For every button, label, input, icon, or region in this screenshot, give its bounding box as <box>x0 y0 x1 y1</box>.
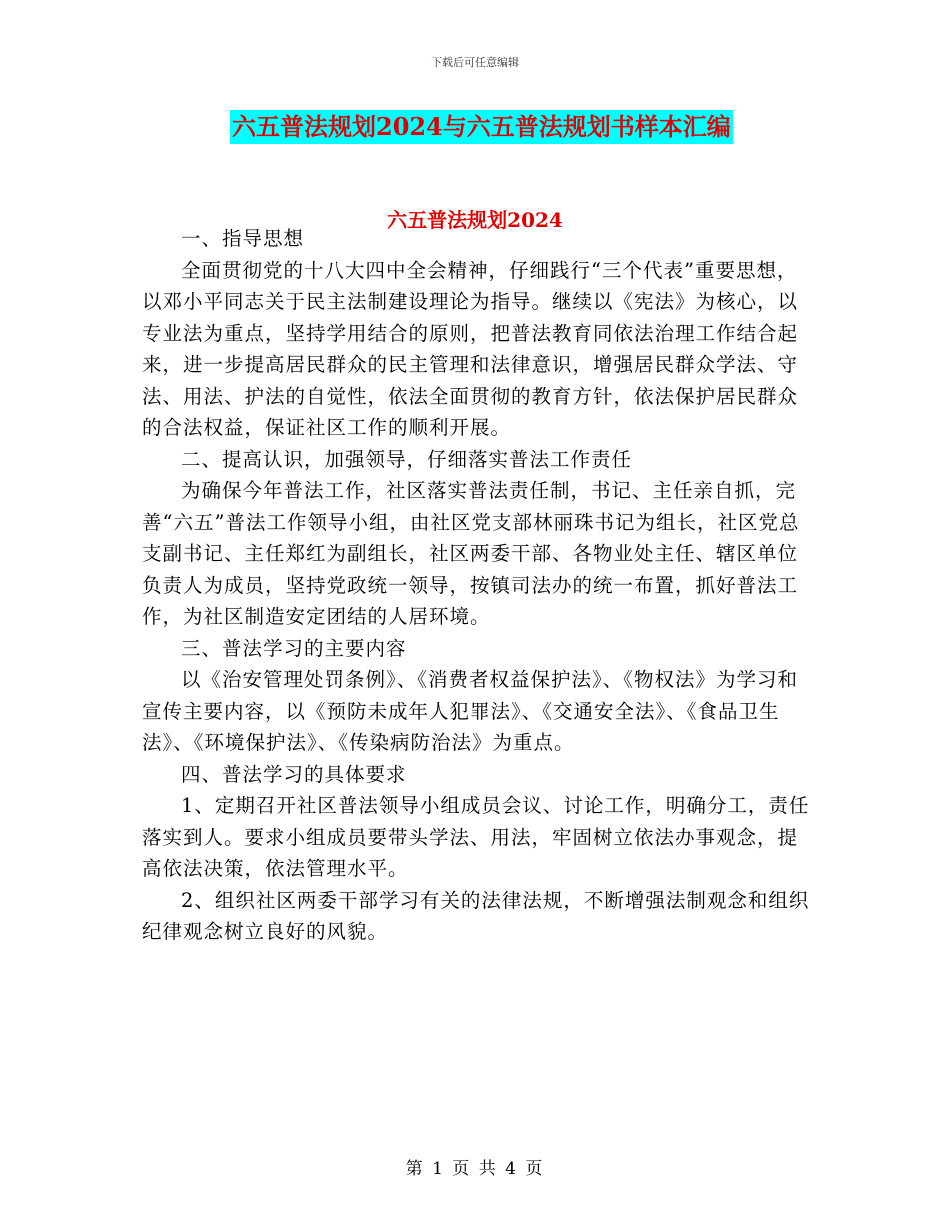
paragraph-requirement-2: 2、组织社区两委干部学习有关的法律法规，不断增强法制观念和组织纪律观念树立良好的风貌。 <box>142 888 810 943</box>
header-note: 下载后可任意编辑 <box>431 56 519 69</box>
document-body <box>142 223 812 948</box>
paragraph-main-content: 以《治安管理处罚条例》、《消费者权益保护法》、《物权法》为学习和宣传主要内容，以《预防未成年人犯罪法》、《交通安全法》、《食品卫生法》、《环境保护法》、《传染病防治法》为重点。 <box>142 668 799 754</box>
sub-title: 六五普法规划2024 <box>387 208 563 232</box>
section-heading-guiding-ideology: 一、指导思想 <box>181 227 305 250</box>
section-heading-main-content: 三、普法学习的主要内容 <box>181 636 407 660</box>
section-heading-leadership: 二、提高认识，加强领导，仔细落实普法工作责任 <box>181 447 633 471</box>
paragraph-leadership: 为确保今年普法工作，社区落实普法责任制，书记、主任亲自抓，完善“六五”普法工作领导小组，由社区党支部林丽珠书记为组长，社区党总支副书记、主任郑红为副组长，社区两委干部、各物业处主任、辖区单位负责人为成员，坚持党政统一领导，按镇司法办的统一布置，抓好普法工作，为社区制造安定团结的人居环境。 <box>142 479 800 628</box>
paragraph-requirement-1: 1、定期召开社区普法领导小组成员会议、讨论工作，明确分工，责任落实到人。要求小组成员要带头学法、用法，牢固树立依法办事观念，提高依法决策，依法管理水平。 <box>142 794 810 880</box>
section-heading-requirements: 四、普法学习的具体要求 <box>181 762 407 786</box>
main-title: 六五普法规划2024与六五普法规划书样本汇编 <box>230 110 733 144</box>
page-footer: 第 1 页 共 4 页 <box>405 1159 545 1179</box>
paragraph-guiding-ideology: 全面贯彻党的十八大四中全会精神，仔细践行“三个代表”重要思想，以邓小平同志关于民主法制建设理论为指导。继续以《宪法》为核心，以专业法为重点，坚持学用结合的原则，把普法教育同依法治理工作结合起来，进一步提高居民群众的民主管理和法律意识，增强居民群众学法、守法、用法、护法的自觉性，依法全面贯彻的教育方针，依法保护居民群众的合法权益，保证社区工作的顺利开展。 <box>142 258 799 439</box>
